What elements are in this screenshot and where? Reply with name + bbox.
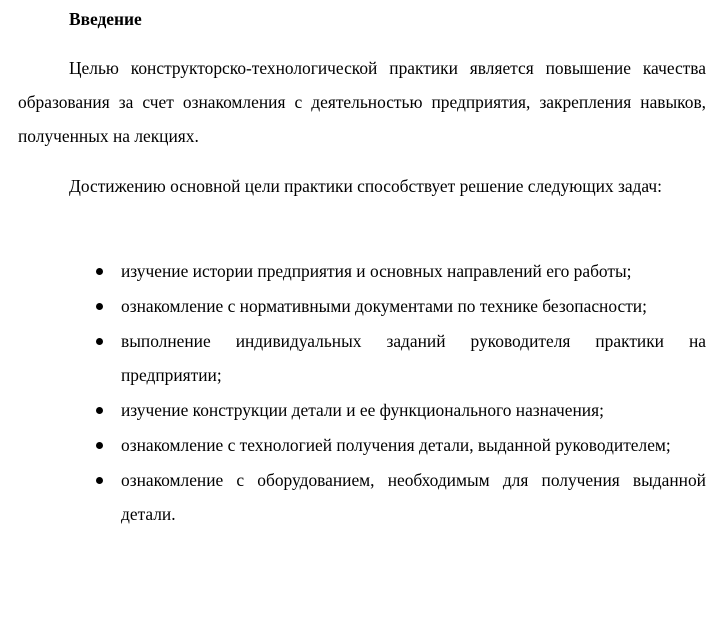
task-text: ознакомление с нормативными документами по технике безопасности; xyxy=(121,296,647,316)
task-text: изучение истории предприятия и основных направлений его работы; xyxy=(121,261,632,281)
task-text: изучение конструкции детали и ее функционального назначения; xyxy=(121,400,604,420)
list-item xyxy=(0,393,706,427)
task-text: ознакомление с технологией получения детали, выданной руководителем; xyxy=(121,435,671,455)
tasks-list xyxy=(0,254,719,532)
bullet-icon xyxy=(96,268,103,275)
tasks-intro-paragraph: Достижению основной цели практики способствует решение следующих задач: xyxy=(69,176,662,196)
goal-paragraph: Целью конструкторско-технологической практики является повышение качества образования за счет ознакомления с деятельностью предприятия, закрепления навыков, полученных на лекциях. xyxy=(18,58,706,146)
list-item xyxy=(0,324,706,392)
bullet-icon xyxy=(96,303,103,310)
task-text: ознакомление с оборудованием, необходимым для получения выданной детали. xyxy=(121,470,706,524)
list-item xyxy=(0,289,706,323)
bullet-icon xyxy=(96,338,103,345)
section-heading: Введение xyxy=(69,9,142,29)
bullet-icon xyxy=(96,407,103,414)
task-text: выполнение индивидуальных заданий руководителя практики на предприятии; xyxy=(121,331,706,385)
bullet-icon xyxy=(96,477,103,484)
list-item xyxy=(0,463,706,531)
bullet-icon xyxy=(96,442,103,449)
list-item xyxy=(0,428,706,462)
list-item xyxy=(0,254,706,288)
